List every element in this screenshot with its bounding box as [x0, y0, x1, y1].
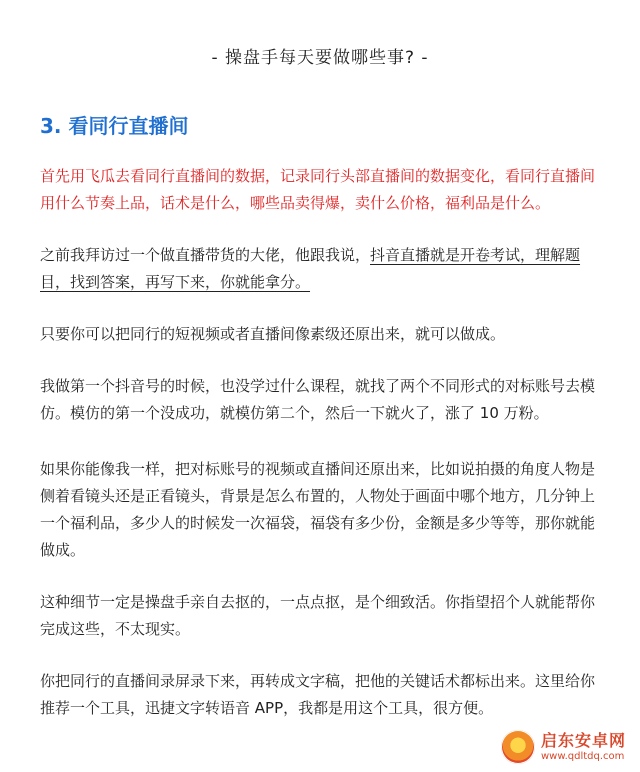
paragraph-quote-prefix: 之前我拜访过一个做直播带货的大佬，他跟我说，: [40, 246, 371, 264]
paragraph-details: 如果你能像我一样，把对标账号的视频或直播间还原出来，比如说拍摄的角度人物是侧着看镜头还是正看镜头，背景是怎么布置的，人物处于画面中哪个地方，几分钟上一个福利品，多少人的时候发一次福袋，福袋有多少份，金额是多少等等，那你就能做成。: [40, 460, 596, 559]
paragraph-quote: [40, 242, 600, 296]
paragraph-operator: 这种细节一定是操盘手亲自去抠的，一点点抠，是个细致活。你指望招个人就能帮你完成这些，不太现实。: [40, 593, 596, 638]
section-heading: 3. 看同行直播间: [40, 114, 189, 138]
watermark-name: 启东安卓网: [540, 730, 626, 750]
paragraph-first-account: 我做第一个抖音号的时候，也没学过什么课程，就找了两个不同形式的对标账号去模仿。模仿的第一个没成功，就模仿第二个，然后一下就火了，涨了 10 万粉。: [40, 377, 596, 422]
page-title: - 操盘手每天要做哪些事? -: [211, 48, 429, 68]
paragraph-red-intro: 首先用飞瓜去看同行直播间的数据，记录同行头部直播间的数据变化，看同行直播间用什么节奏上品，话术是什么，哪些品卖得爆，卖什么价格，福利品是什么。: [40, 167, 596, 212]
watermark-url: www.qdltdq.com: [540, 750, 625, 762]
paragraph-restore: 只要你可以把同行的短视频或者直播间像素级还原出来，就可以做成。: [40, 325, 506, 343]
paragraph-tool: 你把同行的直播间录屏录下来，再转成文字稿，把他的关键话术都标出来。这里给你推荐一个工具，迅捷文字转语音 APP，我都是用这个工具，很方便。: [40, 672, 596, 717]
site-watermark: [501, 730, 626, 764]
watermark-text: [540, 730, 626, 762]
flame-circle-logo-icon: [501, 730, 535, 764]
paragraph-quote-underlined: 抖音直播就是开卷考试，理解题目，找到答案，再写下来，你就能拿分。: [40, 246, 581, 291]
